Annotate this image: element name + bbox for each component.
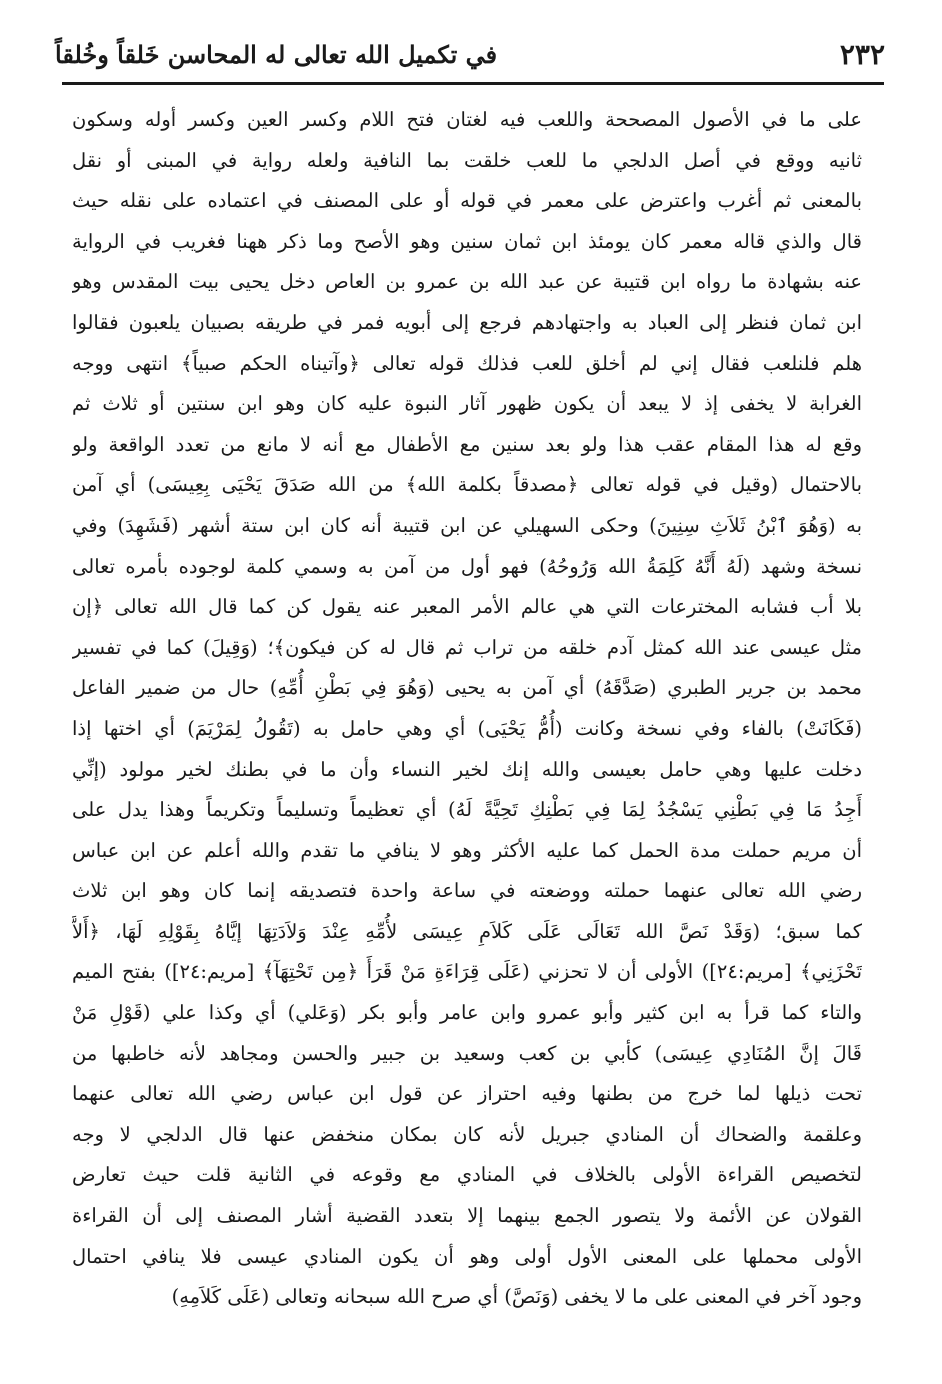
text-line: هلم فلنلعب فقال إني لم أخلق للعب فذلك قوله تعالى ﴿وآتيناه الحكم صبياً﴾ انتهى ووجه	[72, 351, 862, 375]
text-line: ثانيه ووقع في أصل الدلجي ما للعب خلقت بما النافية ولعله رواية في المبنى أو نقل	[72, 148, 862, 172]
text-line: رضي الله تعالى عنهما حملته ووضعته في ساعة واحدة فتصديقه إنما كان وهو ابن ثلاث	[72, 879, 862, 903]
text-line: أن مريم حملت مدة الحمل كما عليه الأكثر وهو لا ينافي ما تقدم والله أعلم عن ابن عباس	[72, 838, 862, 862]
text-line: والتاء كما قرأ به ابن كثير وأبو عمرو وابن عامر وأبو بكر (وَعَلي) أي وكذا علي (قَوْلِ مَنْ	[72, 1001, 862, 1025]
text-line: قال والذي قاله معمر كان يومئذ ابن ثمان سنين وهو الأصح وما ذكر ههنا فغريب في الرواية	[72, 229, 862, 253]
text-line: الأولى محملها على المعنى الأول أولى وهو أن يكون المنادي عيسى فلا ينافي احتمال	[72, 1244, 862, 1268]
text-line: مثل عيسى عند الله كمثل آدم خلقه من تراب ثم قال له كن فيكون﴾؛ (وَقِيلَ) كما في تفسير	[72, 635, 862, 659]
text-line: وجود آخر في المعنى على ما لا يخفى (وَنَصَّ) أي صرح الله سبحانه وتعالى (عَلَى كَلاَمِهِ)	[171, 1285, 862, 1309]
body-text	[72, 100, 862, 1318]
text-line: أَجِدُ مَا فِي بَطْنِي يَسْجُدُ لِمَا فِي بَطْنِكِ تَحِيَّةً لَهُ) أي تعظيماً وتسليماً وتكريماً وهذا يدل على	[72, 798, 862, 822]
text-line: لتخصيص القراءة الأولى بالخلاف في المنادي مع وقوعه في الثانية قلت حيث تعارض	[72, 1163, 862, 1187]
text-line: بالمعنى ثم أغرب واعترض على معمر في قوله أو على المصنف في اعتماده على نقله حيث	[72, 189, 862, 213]
text-line: وعلقمة والضحاك أن المنادي جبريل لأنه كان بمكان منخفض عنها قال الدلجي لا وجه	[72, 1122, 862, 1146]
text-line: ابن ثمان فنظر إلى العباد به واجتهادهم فرجع إلى أبويه فمر في طريقه بصبيان يلعبون فقالوا	[72, 310, 862, 334]
text-line: القولان عن الأئمة ولا يتصور الجمع بينهما إلا بتعدد القضية أشار المصنف إلى أن القراءة	[72, 1204, 862, 1228]
header-rule	[62, 82, 884, 85]
text-line: تحت ذيلها لما خرج من بطنها وفيه احتراز عن قول ابن عباس رضي الله تعالى عنهما	[72, 1082, 862, 1106]
text-line: كما سبق؛ (وَقَدْ نَصَّ الله تَعَالَى عَلَى كَلاَمِ عِيسَى لأُمِّهِ عِنْدَ وَلاَدَتِهَا إيَّاهُ بِقَوْلِهِ لَهَا، ﴿أَلاَّ	[72, 919, 862, 943]
text-line: بلا أب فشابه المخترعات التي هي عالم الأمر المعبر عنه يقول كن كما قال الله تعالى ﴿إن	[72, 595, 862, 619]
text-line: وقع له هذا المقام عقب هذا ولو بعد سنين مع الأطفال مع أنه لا مانع من تعدد الواقعة ولو	[72, 432, 862, 456]
running-title: في تكميل الله تعالى له المحاسن خَلقاً وخُلقاً	[55, 39, 498, 69]
text-line: نسخة وشهد (لَهُ أَنَّهُ كَلِمَةُ الله وَرُوحُهُ) فهو أول من آمن به وسمي كلمة لوجوده بأمره تعالى	[72, 554, 862, 578]
text-line: قَالَ إنَّ المُنَادِي عِيسَى) كأبي بن كعب وسعيد بن جبير والحسن ومجاهد لأنه خاطبها من	[72, 1041, 862, 1065]
text-line: تَحْزَنِي﴾ [مريم:٢٤]) الأولى أن لا تحزني (عَلَى قِرَاءَةِ مَنْ قَرَأَ ﴿مِن تَحْتِهَآ﴾ [مريم:٢٤]) بفتح الميم	[72, 960, 862, 984]
text-line: محمد بن جرير الطبري (صَدَّقَهُ) أي آمن به يحيى (وَهُوَ فِي بَطْنِ أُمِّهِ) حال من ضمير الفاعل	[72, 676, 862, 700]
text-line: عنه بشهادة ما رواه ابن قتيبة عن عبد الله بن عمرو بن العاص دخل يحيى بيت المقدس وهو	[72, 270, 862, 294]
page-header	[55, 28, 885, 80]
text-line: (فَكَانَتْ) بالفاء وفي نسخة وكانت (أُمُّ يَحْيَى) أي وهي حامل به (تَقُولُ لِمَرْيَمَ) أي اختها إذا	[72, 716, 862, 740]
text-line: به (وَهُوَ ٱبْنُ ثَلاَثِ سِنِينَ) وحكى السهيلي عن ابن قتيبة أنه كان ابن ستة أشهر (فَشَهِدَ) وفي	[72, 513, 862, 537]
text-line: بالاحتمال (وقيل في قوله تعالى ﴿مصدقاً بكلمة الله﴾ من الله صَدَقَ يَحْيَى بِعِيسَى) أي آمن	[72, 473, 862, 497]
text-line: الغرابة لا يخفى إذ لا يبعد أن يكون ظهور آثار النبوة عليه كان وهو ابن سنتين أو ثلاث ثم	[72, 392, 862, 416]
text-line: على ما في الأصول المصححة واللعب فيه لغتان فتح اللام وكسر العين وكسر أوله وسكون	[72, 108, 862, 131]
text-line: دخلت عليها وهي حامل بعيسى والله إنك لخير النساء وأن ما في بطنك لخير مولود (إنِّي	[72, 757, 862, 781]
page-number: ٢٣٢	[839, 37, 885, 71]
